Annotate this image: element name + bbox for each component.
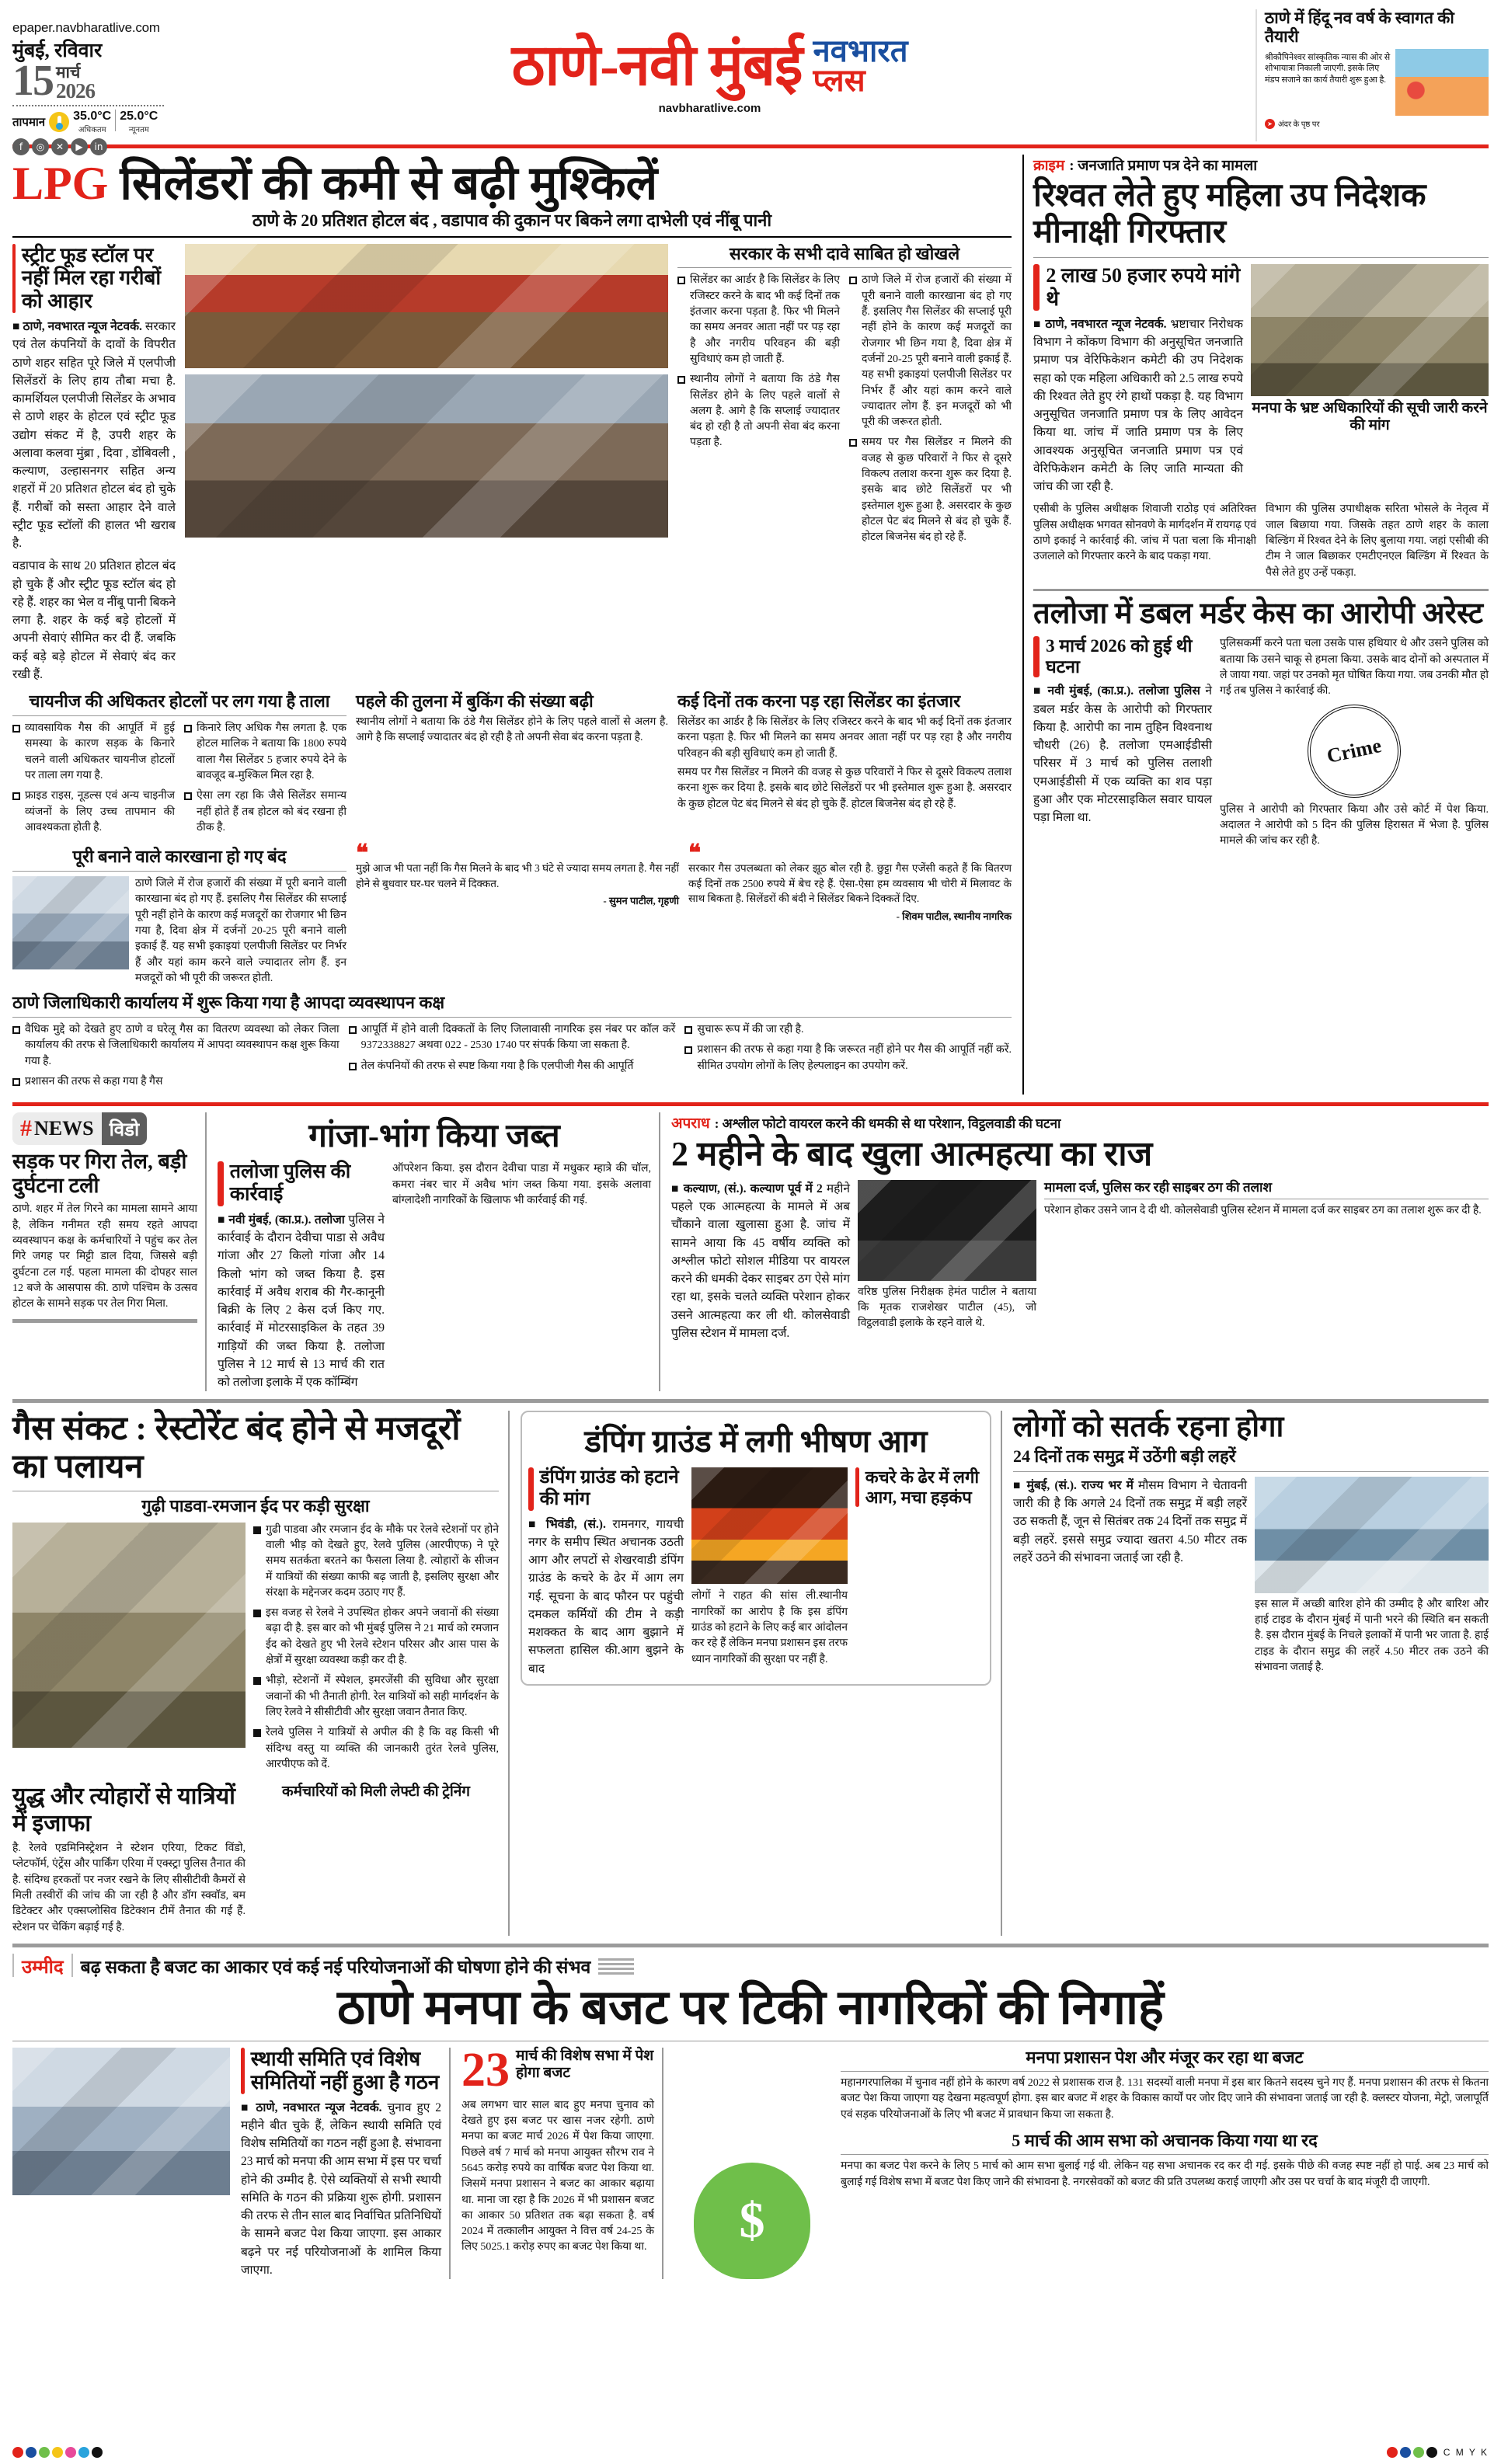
lead-right — [1022, 155, 1489, 1095]
ganja-body-1: पुलिस ने कार्रवाई के दौरान देवीचा पाडा से अवैध गांजा और 27 किलो गांजा और 14 किलो भांग को जब्त किया है. इस कार्रवाई में अवैध शराब की गैर-कानूनी बिक्री के लिए 2 केस दर्ज किए गए. कार्रवाई में मोटरसाइकिल के तहत 39 गाड़ियों की जब्त किया है. तलोजा पुलिस ने 12 मार्च से 13 मार्च की रात को तलोजा इलाके में एक कॉम्बिंग — [218, 1213, 385, 1390]
suicide-col-b — [858, 1180, 1036, 1342]
accent-bar-4 — [218, 1161, 224, 1206]
dumping-box — [521, 1411, 991, 1685]
quote-open-icon-2: ❝ — [688, 840, 702, 867]
chinese-item-4: ऐसा लग रहा कि जैसे सिलेंडर समान्य नहीं होते हैं तब होटल को बंद रखना ही ठीक है. — [197, 790, 347, 834]
taloja-body-1: ने डबल मर्डर केस के आरोपी को गिरफ्तार किया है. आरोपी का नाम तुहिन विश्वनाथ चौधरी (26) है. तलोजा एमआईडीसी परिसर में 3 मार्च को पुलिस तलाशी एमआईडीसी में एक व्यक्ति का शव पड़ा हुआ और एक मोटरसाइकिल सवार घायल पड़ा मिला था. — [1033, 684, 1212, 824]
budget-col-icon — [674, 2048, 830, 2279]
lead-left — [12, 155, 1012, 1095]
lead-headline-rest: सिलेंडरों की कमी से बढ़ी मुश्किलें — [120, 158, 658, 209]
alert-subhead: 24 दिनों तक समुद्र में उठेंगी बड़ी लहरें — [1013, 1446, 1236, 1466]
lead-wait-block — [677, 691, 1012, 840]
budget-number-text: मार्च की विशेष सभा में पेश होगा बजट — [516, 2047, 654, 2082]
quote-open-icon: ❝ — [356, 840, 369, 867]
puri-illustration — [12, 876, 129, 969]
ganja-subhead: तलोजा पुलिस की कार्रवाई — [229, 1161, 351, 1206]
instagram-icon[interactable]: ◎ — [32, 138, 49, 155]
budget-kicker-text: बढ़ सकता है बजट का आकार एवं कई नई परियोजनाओं की घोषणा होने की संभव — [80, 1958, 591, 1978]
hash-icon: # — [20, 1115, 32, 1142]
right-kicker-text: : जनजाति प्रमाण पत्र देने का मामला — [1069, 158, 1258, 174]
temp-min: 25.0°C — [120, 109, 158, 123]
crime-stamp-icon: Crime — [1299, 695, 1409, 806]
lead-subhead: ठाणे के 20 प्रतिशत होटल बंद , वडापाव की दुकान पर बिकने लगा दाभेली एवं नींबू पानी — [252, 211, 772, 230]
dumping-headline: डंपिंग ग्राउंड में लगी भीषण आग — [584, 1424, 928, 1460]
masthead — [12, 9, 1489, 152]
gas-crisis-col-a — [12, 1523, 246, 1777]
right-headline: रिश्वत लेते हुए महिला उप निदेशक मीनाक्षी गिरफ्तार — [1033, 178, 1426, 251]
dumping-col-c — [855, 1467, 984, 1677]
right-body-2: एसीबी के पुलिस अधीक्षक शिवाजी राठोड़ एवं अतिरिक्त पुलिस अधीक्षक भगवत सोनवणे के मार्गदर्शन में रायगढ़ एवं ठाणे इकाई ने कार्रवाई की. जांच में पता चला कि मीनाक्षी उजलाले को गिरफ्तार करने के बाद पकड़ा गया. — [1033, 503, 1256, 563]
lead-box-headline: स्ट्रीट फूड स्टॉल पर नहीं मिल रहा गरीबों को आहार — [21, 243, 162, 313]
suicide-kicker — [671, 1112, 1489, 1133]
budget-left-dateline: ■ ठाणे, नवभारत न्यूज नेटवर्क. — [241, 2100, 382, 2114]
alert-dateline: ■ मुंबई, (सं.). राज्य भर में — [1013, 1478, 1134, 1492]
quote-2-text: सरकार गैस उपलब्धता को लेकर झूठ बोल रही है. छुट्टा गैस एजेंसी कहते हैं कि वितरण कई दिनों तक 2500 रुपये में बेच रहे हैं. ऐसा-ऐसा हम व्यवसाय भी चोरी में मिलावट के साथ बिकता है. सिलेंडरों की बंदी ने सिलेंडर बिकने दिक्कतें दिए. — [688, 862, 1012, 905]
alert-block — [1013, 1411, 1489, 1936]
ganja-block — [218, 1112, 660, 1391]
temperature-label: तापमान — [12, 115, 46, 129]
suicide-body-2: वरिष्ठ पुलिस निरीक्षक हेमंत पाटील ने बताया कि मृतक राजशेखर पाटील (45), जो विट्ठलवाडी इलाके के रहने वाले थे. — [858, 1286, 1036, 1330]
color-registration-dots-right — [1387, 2447, 1437, 2458]
alert-col-a — [1013, 1477, 1247, 1676]
alert-col-b — [1255, 1477, 1489, 1676]
right-body-3: विभाग की पुलिस उपाधीक्षक सरिता भोसले के नेतृत्व में जाल बिछाया गया. जिसके तहत ठाणे शहर के काला बिल्डिंग में रिश्वत देने के लिए बुलाया गया. जहां एसीबी की टीम ने जाल बिछाकर एमटीएनएल बिल्डिंग में रिश्वत के पैसे लेते हुए उन्हें पकड़ा. — [1266, 503, 1489, 579]
promo-more-label: अंदर के पृष्ठ पर — [1278, 120, 1320, 130]
lead-quotes-block — [356, 840, 1012, 987]
budget-left-headline: स्थायी समिति एवं विशेष समितियों नहीं हुआ है गठन — [250, 2047, 440, 2093]
logo-brand: नवभारत — [813, 33, 908, 68]
quote-1-author: - सुमन पाटील, गृहणी — [603, 895, 679, 907]
date-year: 2026 — [56, 78, 95, 103]
lead-section — [12, 155, 1489, 1095]
gas-crisis-item-2: इस वजह से रेलवे ने उपस्थित होकर अपने जवानों की संख्या बढ़ा दी है. इस बार को भी मुंबई पुलिस ने 21 मार्च को रमजान ईद को देखते हुए भी रेलवे स्टेशन परिसर और आस पास के क्षेत्रों में सुरक्षा व्यवस्था कड़ी कर दी है. — [266, 1607, 499, 1667]
suicide-headline: 2 महीने के बाद खुला आत्महत्या का राज — [671, 1135, 1153, 1174]
suicide-caption: मामला दर्ज, पुलिस कर रही साइबर ठग की तलाश — [1044, 1179, 1273, 1195]
accent-bar — [12, 244, 16, 314]
lead-claim-4: समय पर गैस सिलेंडर न मिलने की वजह से कुछ परिवारों ने फिर से दूसरे विकल्प तलाश करना शुरू कर दिया है. इसके बाद छोटे सिलेंडरों पर भी इस्तेमाल शुरू हुआ है. असरदार के कुछ होटल पेट बंद मिलने से बंद हो चुके हैं. होटल बिजनेस बंद हो रहे हैं. — [862, 437, 1012, 544]
budget-right-headline: मनपा प्रशासन पेश और मंजूर कर रहा था बजट — [1026, 2047, 1304, 2067]
right-kicker — [1033, 155, 1489, 175]
quote-2-author: - शिवम पाटील, स्थानीय नागरिक — [896, 910, 1012, 922]
taloja-headline: तलोजा में डबल मर्डर केस का आरोपी अरेस्ट — [1033, 597, 1483, 630]
puri-headline: पूरी बनाने वाले कारखाना हो गए बंद — [72, 847, 287, 867]
taloja-dateline: ■ नवी मुंबई, (का.प्र.). तलोजा पुलिस — [1033, 684, 1200, 698]
lead-claim-3: ठाणे जिले में रोज हजारों की संख्या में पूरी बनाने वाली कारखाना बंद हो गए हैं. इसलिए गैस सिलेंडर की सप्लाई पूरी नहीं होने के कारण कई मजदूरों का रोजगार भी छिन गया है, दिवा क्षेत्र में दर्जनों 20-25 पूरी बनाने वाली इकाई हैं. यह सभी इकाइयां एलपीजी सिलेंडर पर निर्भर हैं और यहां काम करने वाले ज्यादातर लोग हैं. इन मजदूरों को भी पूरी की जरूरत होती. — [862, 274, 1012, 429]
lead-photo-sizzler — [185, 244, 668, 368]
divider-dotted — [12, 105, 164, 106]
divider-red-mid — [12, 1102, 1489, 1106]
suicide-body-1: महीने पहले एक आत्महत्या के मामले में अब चौंकाने वाला खुलासा हुआ है. जांच में सामने आया कि 45 वर्षीय व्यक्ति को अश्लील फोटो सोशल मीडिया पर वायरल करने की धमकी देकर साइबर ठग ऐसे मांग रहा था, इसके चलते व्यक्ति परेशान होकर उसने आत्महत्या कर ली थी. कोलसेवाडी पुलिस स्टेशन में मामला दर्ज. — [671, 1182, 850, 1340]
ganja-headline: गांजा-भांग किया जब्त — [308, 1119, 560, 1155]
gas-crisis-col-d — [253, 1784, 499, 1936]
gas-crisis-subhead-2: युद्ध और त्योहारों से यात्रियों में इजाफा — [12, 1784, 235, 1836]
divider-grey-1 — [12, 1399, 1489, 1403]
suicide-kicker-text: : अश्लील फोटो वायरल करने की धमकी से था परेशान, विट्ठलवाडी की घटना — [714, 1116, 1061, 1132]
date-day: 15 — [12, 57, 53, 105]
promo-body: श्रीकौपिनेश्वर सांस्कृतिक न्यास की ओर से शोभायात्रा निकाली जाएगी. इसके लिए मंडप सजाने का कार्य तैयारी शुरू हुआ है. — [1265, 53, 1391, 85]
lead-claims-headline: सरकार के सभी दावे साबित हो खोखले — [729, 243, 960, 263]
divider-red-top — [12, 144, 1489, 148]
chinese-item-3: किनारे लिए अधिक गैस लगता है. एक होटल मालिक ने बताया कि 1800 रुपये वाला गैस सिलेंडर 5 हजार रुपये देने के बावजूद ब-मुश्किल मिल रहा है. — [197, 722, 347, 782]
lead-headline-accent: LPG — [12, 158, 109, 209]
lead-photo-crowd — [185, 374, 668, 538]
ganja-col-b — [392, 1161, 651, 1391]
budget-kicker — [12, 1954, 1489, 1979]
booking-headline: पहले की तुलना में बुकिंग की संख्या बढ़ी — [356, 691, 594, 712]
divider-grey-2 — [12, 1944, 1489, 1947]
dumping-col-b — [691, 1467, 848, 1677]
alert-body-1: मौसम विभाग ने चेतावनी जारी की है कि अगले 24 दिनों तक समुद्र में बड़ी लहरें उठ सकती हैं, जून से सितंबर तक 24 दिनों तक समुद्र में बड़ी लहरें. इससे समुद्र ज्यादा खतरा 4.50 मीटर तक लहरें उठने की संभावना जताई जा रही है. — [1013, 1478, 1248, 1564]
thermometer-icon — [49, 112, 69, 132]
news-label: NEWS — [34, 1117, 94, 1140]
dumping-dateline: ■ भिवंडी, (सं.). — [528, 1517, 606, 1531]
news-video-badge[interactable] — [12, 1112, 147, 1145]
suicide-body-3: परेशान होकर उसने जान दे दी थी. कोलसेवाडी पुलिस स्टेशन में मामला दर्ज कर साइबर ठग का तलाश शुरू कर दी है. — [1044, 1205, 1482, 1217]
city-and-day: मुंबई, रविवार — [12, 40, 103, 61]
masthead-left — [12, 9, 164, 152]
color-registration-dots-left — [12, 2447, 103, 2458]
video-badge-label: विडो — [102, 1112, 148, 1145]
facebook-icon[interactable]: f — [12, 138, 30, 155]
taloja-subhead: 3 मार्च 2026 को हुई थी घटना — [1046, 636, 1193, 677]
gas-crisis-caption: कर्मचारियों को मिली लेफ्टी की ट्रेनिंग — [282, 1784, 470, 1801]
lead-claim-1: सिलेंडर का आर्डर है कि सिलेंडर के लिए रजिस्टर करने के बाद भी कई दिनों तक इंतजार करना पड़ता है. फिर भी मिलने का समय अनवर आता नहीं पर पड़ रहा है और नगरीय परिवहन की बड़ी सुविधाएं कम हो जाती हैं. — [690, 274, 840, 365]
budget-bottom-headline: 5 मार्च की आम सभा को अचानक किया गया था रद — [1012, 2131, 1318, 2151]
lead-col-3 — [677, 244, 1012, 684]
social-links[interactable] — [12, 138, 164, 155]
disaster-item-4: तेल कंपनियों की तरफ से स्पष्ट किया गया है कि एलपीजी गैस की आपूर्ति — [360, 1060, 634, 1072]
dumping-body-1: रामनगर, गायची नगर के समीप स्थित अचानक उठती आग और लपटों से शेखरवाडी डंपिंग ग्राउंड के कचरे के ढेर में आग लग गई. सूचना के बाद फौरन पर पहुंची दमकल कर्मियों की टीम ने कड़ी मशक्कत के बाद आग बुझाने में सफलता हासिल की.आग बुझने के बाद — [528, 1517, 684, 1676]
masthead-promo[interactable] — [1255, 9, 1489, 141]
alert-headline: लोगों को सतर्क रहना होगा — [1013, 1411, 1284, 1444]
budget-columns — [12, 2043, 1489, 2279]
alert-body-2: इस साल में अच्छी बारिश होने की उम्मीद है और बारिश और हाई टाइड के दौरान मुंबई में पानी भरने की स्थिति बन सकती है. इस दौरान मुंबई के निचले इलाकों में पानी भर जाता है. हाई टाइड के दौरान समुद्र की लहरें 4.50 मीटर तक उठने की संभावना जताई है. — [1255, 1598, 1489, 1674]
lead-body-1: सरकार एवं तेल कंपनियों के दावों के विपरीत ठाणे शहर सहित पूरे जिले में एलपीजी सिलेंडरों के लिए हाय तौबा मचा है. कामर्शियल एलपीजी सिलेंडर के अभाव से ठाणे शहर के होटल एवं स्ट्रीट फूड उद्योग संकट में है, उपरी शहर के अलावा कलवा मुंब्रा , दिवा , डोंबिवली , कल्याण, उल्हासनगर सहित अन्य शहरों में 20 प्रतिशत होटल बंद हो चुके हैं. गरीबों को सस्ता आहार देने वाले स्ट्रीट फूड स्टॉलों की हालत भी खराब है. — [12, 320, 176, 551]
accent-bar-5 — [528, 1467, 534, 1510]
puri-body: ठाणे जिले में रोज हजारों की संख्या में पूरी बनाने वाली कारखाना बंद हो गए हैं. इसलिए गैस सिलेंडर की सप्लाई पूरी नहीं होने के कारण कई मजदूरों का रोजगार भी छिन गया है, दिवा क्षेत्र में दर्जनों 20-25 पूरी बनाने वाली इकाई हैं. यह सभी इकाइयां एलपीजी सिलेंडर पर निर्भर हैं और यहां काम करने वाले ज्यादातर लोग हैं. इन मजदूरों को भी पूरी की जरूरत होती. — [135, 878, 347, 984]
budget-number: 23 — [461, 2043, 510, 2097]
lead-col-1 — [12, 244, 176, 684]
budget-right-body: महानगरपालिका में चुनाव नहीं होने के कारण वर्ष 2022 से प्रशासक राज है. 131 सदस्यों वाली मनपा में इस बार कितने सदस्य चुने गए हैं. मनपा प्रशासन की तरफ से कितना बजट पेश किया जाएगा यह देखना महत्वपूर्ण होगा. इस बार बजट में शहर के विकास कार्यों पर जोर दिए जाने की संभावना जताई जा रही है. क्लस्टर योजना, मेट्रो, जलापूर्ति एवं सड़क परियोजनाओं के लिए भी बजट में प्रावधान किया जा सकता है. — [841, 2077, 1489, 2121]
promo-thumbnail — [1395, 49, 1489, 116]
chinese-headline: चायनीज की अधिकतर होटलों पर लग गया है ताला — [29, 691, 330, 712]
divider-black — [12, 236, 1012, 238]
lead-chinese-block — [12, 691, 347, 840]
lead-booking-block — [356, 691, 668, 840]
promo-headline: ठाणे में हिंदू नव वर्ष के स्वागत की तैयारी — [1265, 9, 1454, 46]
temp-max-label: अधिकतम — [78, 125, 106, 134]
quote-1-text: मुझे आज भी पता नहीं कि गैस मिलने के बाद भी 3 घंटे से ज्यादा समय लगता है. गैस नहीं होने से बुधवार घर-घर चलने में दिक्कत. — [356, 862, 679, 889]
third-band — [12, 1411, 1489, 1936]
gas-crisis-headline: गैस संकट : रेस्टोरेंट बंद होने से मजदूरों का पलायन — [12, 1411, 461, 1485]
taloja-col-a — [1033, 636, 1212, 849]
epaper-url[interactable]: epaper.navbharatlive.com — [12, 20, 160, 35]
weather-block — [12, 110, 164, 134]
budget-photo-building — [12, 2048, 230, 2195]
dumping-photo-fire — [691, 1467, 848, 1584]
dateline — [12, 57, 164, 105]
lead-disaster-block — [12, 993, 1012, 1095]
budget-section — [12, 1954, 1489, 2279]
dumping-subhead-left: डंपिंग ग्राउंड को हटाने की मांग — [539, 1467, 679, 1509]
budget-number-body: अब लगभग चार साल बाद हुए मनपा चुनाव को देखते हुए इस बजट पर खास नजर रहेगी. ठाणे मनपा का बजट मार्च 2026 में पेश किया जाएगा. पिछले वर्ष 7 मार्च को मनपा आयुक्त सौरभ राव ने 5645 करोड़ रुपये का वार्षिक बजट पेश किया था. जिसमें मनपा प्रशासन ने बजट का आकार बढ़ाया था. माना जा रहा है कि 2026 में भी प्रशासन बजट का आकार 50 प्रतिशत तक बढ़ा सकता है. वर्ष 2024 में तत्कालीन आयुक्त ने वित्त वर्ष 24-25 के लिए 5025.1 करोड़ रुपए का बजट पेश किया था. — [461, 2099, 654, 2253]
lead-claim-2: स्थानीय लोगों ने बताया कि ठंडे गैस सिलेंडर होने के लिए पहले वालों से अलग है. आगे है कि सप्लाई ज्यादातर बंद हो रही है तो अपनी सेवा बंद करना पड़ता है. — [690, 374, 840, 449]
website-url[interactable]: navbharatlive.com — [658, 101, 761, 115]
temp-min-label: न्यूनतम — [128, 125, 149, 134]
news-video-headline: सड़क पर गिरा तेल, बड़ी दुर्घटना टली — [12, 1150, 187, 1198]
suicide-dateline: ■ कल्याण, (सं.). कल्याण पूर्व में 2 — [671, 1182, 823, 1195]
lead-body-1b: वडापाव के साथ 20 प्रतिशत होटल बंद हो चुके हैं और स्ट्रीट फूड स्टॉल बंद हो रहे हैं. शहर का भेल व नींबू पानी बिकने लगा है. शहर के कई बड़े होटलों में अपनी सेवाएं सीमित कर दी हैं. जबकि कई बड़े बड़े होटल में सेवाएं बंद कर रखी हैं. — [12, 559, 176, 681]
dumping-block — [521, 1411, 1002, 1936]
ganja-col-a — [218, 1161, 385, 1391]
budget-col-a — [12, 2048, 230, 2279]
second-band — [12, 1112, 1489, 1391]
lead-dateline: ■ ठाणे, नवभारत न्यूज नेटवर्क. — [12, 320, 142, 334]
dumping-body-2: लोगों ने राहत की सांस ली.स्थानीय नागरिकों का आरोप है कि इस डंपिंग ग्राउंड को हटाने के लिए कई बार आंदोलन कर रहे हैं लेकिन मनपा प्रशासन इस तरफ ध्यान नागरिकों की सुरक्षा पर नहीं है. — [691, 1590, 848, 1665]
budget-left-body: चुनाव हुए 2 महीने बीत चुके हैं, लेकिन स्थायी समिति एवं विशेष समितियों का गठन नहीं हुआ है. संभावना 23 मार्च को मनपा की आम सभा में इस पर चर्चा होने की उम्मीद है. ऐसे व्यक्तियों से सभी स्थायी समिति के गठन की प्रक्रिया शुरू होगी. प्रशासन की तरफ से तीन साल बाद निर्वाचित प्रतिनिधियों के सामने बजट पेश किया जाएगा. इस आकार बढ़ने पर नई परियोजनाओं के शामिल किया जाएगा. — [241, 2100, 441, 2277]
gas-crisis-body-1: है. रेलवे एडमिनिस्ट्रेशन ने स्टेशन एरिया, टिकट विंडो, प्लेटफॉर्म, एंट्रेंस और पार्किंग एरिया में एक्स्ट्रा पुलिस तैनात की है. संदिग्ध हरकतों पर नजर रखने के लिए सीसीटीवी कैमरों से मिली तस्वीरों की जांच की जा रही है और डॉग स्क्वॉड, बम डिटेक्टर और एक्सप्लोसिव डिटेक्शन टीमें तैनात की गई हैं. स्टेशन पर चेकिंग बढ़ाई गई है. — [12, 1843, 246, 1933]
x-twitter-icon[interactable]: ✕ — [51, 138, 68, 155]
chinese-item-1: व्यावसायिक गैस की आपूर्ति में हुई समस्या के कारण सड़क के किनारे चलने वाली अधिकतर चायनीज होटलों पर ताला लग गया है. — [25, 722, 175, 782]
ganja-body-2: ऑपरेशन किया. इस दौरान देवीचा पाडा में मधुकर म्हात्रे की चॉल, कमरा नंबर चार में अवैध भांग जब्त किया गया. इसके अलावा बांग्लादेशी नागरिकों के खिलाफ भी कार्रवाई की गई. — [392, 1163, 651, 1206]
suicide-photo — [858, 1180, 1036, 1281]
suicide-kicker-tag: अपराध — [671, 1115, 710, 1133]
gas-crisis-item-3: भीड़ो, स्टेशनों में स्पेशल, इमरजेंसी की सुविधा और सुरक्षा जवानों की भी तैनाती होगी. रेल यात्रियों को सही मार्गदर्शन के लिए रेलवे ने सीसीटीवी और सुरक्षा जवान तैनात किए. — [266, 1675, 499, 1718]
cmyk-label: C M Y K — [1443, 2447, 1489, 2458]
disaster-item-6: प्रशासन की तरफ से कहा गया है कि जरूरत नहीं होने पर गैस की आपूर्ति नहीं करें. सीमित उपयोग लोगों के लिए हेल्पलाइन का उपयोग करें. — [697, 1044, 1012, 1072]
gas-crisis-col-c — [12, 1784, 246, 1936]
gas-crisis-item-4: रेलवे पुलिस ने यात्रियों से अपील की है कि वह किसी भी संदिग्ध वस्तु या व्यक्ति की जानकारी तुरंत रेलवे पुलिस, आरपीएफ को दें. — [266, 1727, 499, 1770]
accent-bar-6 — [855, 1467, 859, 1507]
wait-headline: कई दिनों तक करना पड़ रहा सिलेंडर का इंतजार — [677, 691, 961, 712]
right-body-1: भ्रष्टाचार निरोधक विभाग ने कोंकण विभाग की अनुसूचित जनजाति प्रमाण पत्र वेरिफिकेशन कमेटी की उप निदेशक सहा को एक महिला अधिकारी को 2.5 लाख रुपये की रिश्वत लेते हुए रंगे हाथों पकड़ा है. यह विभाग अनुसूचित जनजाति प्रमाण पत्र के लिए आवेदन किया था. जांच में जाति प्रमाण पत्र के लिए आवश्यक अनुसूचित जनजाति प्रमाण पत्र एवं वेरिफिकेशन कमेटी के लिए जाति मान्यता की जांच की जा रही है. — [1033, 317, 1243, 494]
budget-col-b — [241, 2048, 451, 2279]
right-col-b — [1251, 264, 1489, 496]
arrow-right-icon: ➤ — [1265, 119, 1275, 129]
right-col-a — [1033, 264, 1243, 496]
disaster-item-3: आपूर्ति में होने वाली दिक्कतों के लिए जिलावासी नागरिक इस नंबर पर कॉल करें 9372338827 अथवा 022 - 2530 1740 पर संपर्क किया जा सकता है. — [360, 1024, 676, 1052]
logo-title: ठाणे-नवी मुंबई — [511, 33, 803, 98]
budget-headline: ठाणे मनपा के बजट पर टिकी नागरिकों की निगाहें — [337, 1981, 1164, 2034]
gas-crisis-photo — [12, 1523, 246, 1748]
logo-plus: प्लस — [813, 62, 865, 98]
accent-bar-2 — [1033, 264, 1040, 311]
money-bag-icon: $ — [694, 2163, 810, 2279]
gas-crisis-block — [12, 1411, 510, 1936]
right-photo-caption: मनपा के भ्रष्ट अधिकारियों की सूची जारी करने की मांग — [1252, 400, 1488, 433]
disaster-item-1: वैधिक मुद्दे को देखते हुए ठाणे व घरेलू गैस का वितरण व्यवस्था को लेकर जिला कार्यालय की तरफ से जिलाधिकारी कार्यालय में आपदा व्यवस्थापन कक्ष शुरू किया गया है. — [25, 1024, 340, 1067]
gas-crisis-col-b — [253, 1523, 499, 1777]
alert-photo-sea — [1255, 1477, 1489, 1593]
right-photo-arrest — [1251, 264, 1489, 396]
gas-crisis-item-1: गुढी पाडवा और रमजान ईद के मौके पर रेलवे स्टेशनों पर होने वाली भीड़ को देखते हुए, रेलवे पुलिस (आरपीएफ) ने पूरे समय सतर्कता बरतने का फैसला लिया है. त्योहारों के सीजन में यात्रियों की संख्या काफी बढ़ जाती है, इसलिए सुरक्षा और संरक्षा के मद्देनजर कदम उठाए गए हैं. — [266, 1523, 499, 1599]
youtube-icon[interactable]: ▶ — [71, 138, 88, 155]
suicide-block — [671, 1112, 1489, 1391]
suicide-col-a — [671, 1180, 850, 1342]
budget-col-d — [841, 2048, 1489, 2279]
booking-body: स्थानीय लोगों ने बताया कि ठंडे गैस सिलेंडर होने के लिए पहले वालों से अलग है. आगे है कि सप्लाई ज्यादातर बंद हो रही है तो अपनी सेवा बंद करना पड़ता है. — [356, 716, 668, 744]
dumping-col-a — [528, 1467, 684, 1677]
linkedin-icon[interactable]: in — [90, 138, 107, 155]
chinese-item-2: फ्राइड राइस, नूडल्स एवं अन्य चाइनीज व्यंजनों के लिए उच्च तापमान की आवश्यकता होती है. — [25, 790, 175, 834]
footer-bar — [12, 2447, 1489, 2458]
news-video-block[interactable] — [12, 1112, 207, 1391]
suicide-col-c — [1044, 1180, 1489, 1342]
right-subhead: 2 लाख 50 हजार रुपये मांगे थे — [1046, 264, 1241, 310]
promo-more-link[interactable] — [1265, 118, 1489, 129]
lines-icon — [598, 1958, 634, 1975]
budget-bottom-body: मनपा का बजट पेश करने के लिए 5 मार्च को आम सभा बुलाई गई थी. लेकिन यह सभा अचानक रद कर दी गई. इसके पीछे की वजह स्पष्ट नहीं हो पाई. अब 23 मार्च को बुलाई गई विशेष सभा में बजट पेश किए जाने की संभावना है. नगरसेवकों को बजट की प्रति उपलब्ध कराई जाएगी और उस पर चर्चा के बाद मंजूरी दी जाएगी. — [841, 2160, 1489, 2188]
date-month: मार्च — [56, 62, 81, 82]
lead-headline — [12, 159, 1012, 208]
budget-kicker-tag: उम्मीद — [22, 1957, 64, 1978]
temp-max: 35.0°C — [73, 109, 112, 123]
disaster-headline: ठाणे जिलाधिकारी कार्यालय में शुरू किया गया है आपदा व्यवस्थापन कक्ष — [12, 993, 445, 1013]
news-video-body: ठाणे. शहर में तेल गिरने का मामला सामने आया है, लेकिन गनीमत रही समय रहते आपदा व्यवस्थापन कक्ष के कर्मचारियों ने पहुंच कर तेल गिरे जगह पर मिट्टी डाल दिया, जिससे बड़ी दुर्घटना टल गई. पहला मामला की दोपहर साल 12 बजे के आसपास की. ठाणे पश्चिम के उत्सव होटल के सामने सड़क पर तेल गिरा मिला. — [12, 1203, 197, 1310]
disaster-item-5: सुचारू रूप में की जा रही है. — [697, 1024, 804, 1036]
lead-puri-block — [12, 847, 347, 987]
ganja-dateline: ■ नवी मुंबई, (का.प्र.). तलोजा — [218, 1213, 345, 1227]
wait-body-2: समय पर गैस सिलेंडर न मिलने की वजह से कुछ परिवारों ने फिर से दूसरे विकल्प तलाश करना शुरू कर दिया है. इसके बाद छोटे सिलेंडरों पर भी इस्तेमाल शुरू हुआ है. असरदार के कुछ होटल पेट बंद मिलने से बंद हो चुके हैं. होटल बिजनेस बंद हो रहे हैं. — [677, 767, 1012, 810]
taloja-body-3: पुलिस ने आरोपी को गिरफ्तार किया और उसे कोर्ट में पेश किया. अदालत ने आरोपी को 5 दिन की पुलिस हिरासत में भेजा है. पुलिस मामले की जांच कर रही है. — [1220, 803, 1489, 847]
masthead-logo — [172, 9, 1248, 141]
right-kicker-tag: क्राइम — [1033, 158, 1065, 174]
taloja-body-2: पुलिसकर्मी करने पता चला उसके पास हथियार थे और उसने पुलिस को बताया कि उसने चाकू से हमला किया. उसके बाद दोनों को अस्पताल में ले जाया गया. जहां पर उनको मृत घोषित किया गया. जब उनकी मौत हो गई तब पुलिस ने कार्रवाई की. — [1220, 638, 1489, 698]
accent-bar-7 — [241, 2048, 245, 2094]
budget-col-c — [461, 2043, 663, 2279]
taloja-col-b — [1220, 636, 1489, 849]
accent-bar-3 — [1033, 636, 1040, 677]
lead-col-2 — [185, 244, 668, 684]
disaster-item-2: प्रशासन की तरफ से कहा गया है गैस — [25, 1076, 163, 1088]
dumping-subhead-right: कचरे के ढेर में लगी आग, मचा हड़कंप — [865, 1467, 980, 1507]
gas-crisis-subhead: गुढ़ी पाडवा-रमजान ईद पर कड़ी सुरक्षा — [141, 1495, 370, 1516]
right-dateline: ■ ठाणे, नवभारत न्यूज नेटवर्क. — [1033, 317, 1167, 331]
wait-body-1: सिलेंडर का आर्डर है कि सिलेंडर के लिए रजिस्टर करने के बाद भी कई दिनों तक इंतजार करना पड़ता है. फिर भी मिलने का समय अनवर आता नहीं पर पड़ रहा है और नगरीय परिवहन की बड़ी सुविधाएं कम हो जाती हैं. — [677, 716, 1012, 760]
